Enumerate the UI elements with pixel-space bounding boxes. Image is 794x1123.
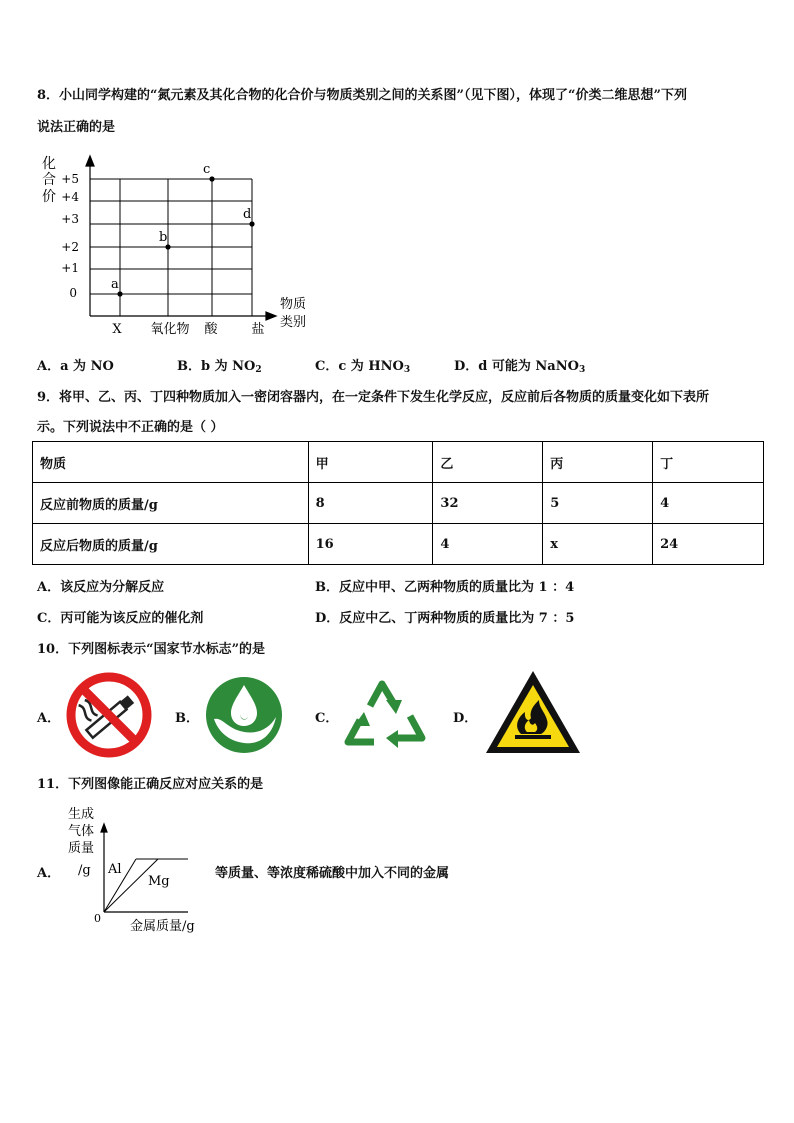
mass-change-table	[32, 441, 764, 565]
no-smoking-icon[interactable]	[64, 670, 154, 760]
table-cell: 5	[543, 483, 653, 524]
table-cell: 4	[653, 483, 764, 524]
q10-option-d-label[interactable]: D．	[453, 711, 478, 726]
series-label-al: Al	[108, 862, 122, 877]
q11-option-a-label[interactable]: A．	[37, 866, 61, 881]
table-header-row	[33, 442, 764, 483]
q10-option-a-label[interactable]: A．	[37, 711, 61, 726]
y-tick-label: +5	[61, 172, 79, 186]
y-label-char-1: 化	[42, 156, 56, 172]
q8-stem-line1: 8．小山同学构建的“氮元素及其化合物的化合价与物质类别之间的关系图”（见下图），体现了“价类二维思想”下列	[37, 88, 687, 103]
water-saving-icon[interactable]	[204, 675, 284, 755]
table-cell: 反应后物质的质量/g	[33, 524, 309, 565]
chart-grid	[90, 179, 252, 316]
y-label-char-3: 价	[42, 189, 56, 205]
graph-x-label: 金属质量/g	[130, 919, 195, 934]
q8-option-a[interactable]: A．a 为 NO	[37, 359, 114, 374]
x-label-line2: 类别	[280, 315, 307, 330]
metal-gas-graph	[64, 806, 214, 936]
chart-point-label: b	[159, 230, 168, 245]
q10-option-c-label[interactable]: C．	[315, 711, 339, 726]
table-header-cell: 丁	[653, 442, 764, 483]
chart-point-b	[165, 244, 170, 249]
q11-stem: 11．下列图像能正确反应对应关系的是	[37, 777, 264, 792]
q9-option-d[interactable]: D．反应中乙、丁两种物质的质量比为 7 ：5	[315, 611, 575, 626]
table-cell: 反应前物质的质量/g	[33, 483, 309, 524]
q8-option-c[interactable]: C．c 为 $HNO_3$	[315, 359, 411, 375]
table-cell: 8	[308, 483, 433, 524]
table-cell: 24	[653, 524, 764, 565]
recycling-icon[interactable]	[340, 672, 430, 754]
chart-axes	[86, 156, 276, 320]
x-tick-label: 酸	[204, 322, 218, 337]
chart-point-label: a	[111, 277, 119, 292]
graph-y-label-line: 气体	[68, 824, 95, 839]
table-cell: 4	[433, 524, 543, 565]
y-tick-label: 0	[69, 286, 77, 300]
table-header-cell: 甲	[308, 442, 433, 483]
flammable-warning-icon[interactable]	[483, 668, 583, 756]
table-cell: x	[543, 524, 653, 565]
graph-y-label-line: 生成	[68, 807, 95, 822]
graph-y-label-line: 质量	[68, 841, 95, 856]
q8-option-b[interactable]: B．b 为 $NO_2$	[177, 359, 262, 375]
graph-y-label-line: /g	[78, 863, 91, 878]
chart-point-d	[249, 221, 254, 226]
q10-stem: 10．下列图标表示“国家节水标志”的是	[37, 642, 266, 657]
chart-point-label: c	[203, 162, 211, 177]
q8-option-d[interactable]: D．d 可能为 NaNO$_3$	[454, 359, 586, 375]
y-tick-label: +3	[61, 212, 79, 226]
table-cell: 32	[433, 483, 543, 524]
graph-origin: 0	[94, 912, 101, 925]
q8-stem-line2: 说法正确的是	[37, 120, 116, 135]
table-row	[33, 483, 764, 524]
chart-point-c	[209, 176, 214, 181]
y-tick-label: +1	[61, 261, 79, 275]
q10-option-b-label[interactable]: B．	[175, 711, 199, 726]
table-row	[33, 524, 764, 565]
y-tick-label: +2	[61, 240, 79, 254]
table-header-cell: 丙	[543, 442, 653, 483]
x-tick-label: X	[112, 322, 122, 337]
table-cell: 16	[308, 524, 433, 565]
q11-option-a-text: 等质量、等浓度稀硫酸中加入不同的金属	[215, 866, 450, 881]
x-tick-label: 氧化物	[150, 322, 190, 337]
x-tick-label: 盐	[251, 322, 265, 337]
chart-point-label: d	[243, 207, 252, 222]
table-header-cell: 乙	[433, 442, 543, 483]
q9-option-b[interactable]: B．反应中甲、乙两种物质的质量比为 1 ：4	[315, 580, 575, 595]
y-tick-label: +4	[61, 190, 79, 204]
q9-option-c[interactable]: C．丙可能为该反应的催化剂	[37, 611, 204, 626]
q9-stem-line2: 示。下列说法中不正确的是（ ）	[37, 420, 224, 435]
series-label-mg: Mg	[148, 874, 170, 889]
y-label-char-2: 合	[42, 172, 56, 188]
table-header-cell: 物质	[33, 442, 309, 483]
x-label-line1: 物质	[280, 297, 307, 312]
chart-point-a	[117, 291, 122, 296]
valence-category-chart	[30, 148, 330, 348]
q9-option-a[interactable]: A．该反应为分解反应	[37, 580, 165, 595]
chart-points	[111, 162, 255, 297]
q9-stem-line1: 9．将甲、乙、丙、丁四种物质加入一密闭容器内，在一定条件下发生化学反应，反应前后各物质的质量变化如下表所	[37, 390, 710, 405]
